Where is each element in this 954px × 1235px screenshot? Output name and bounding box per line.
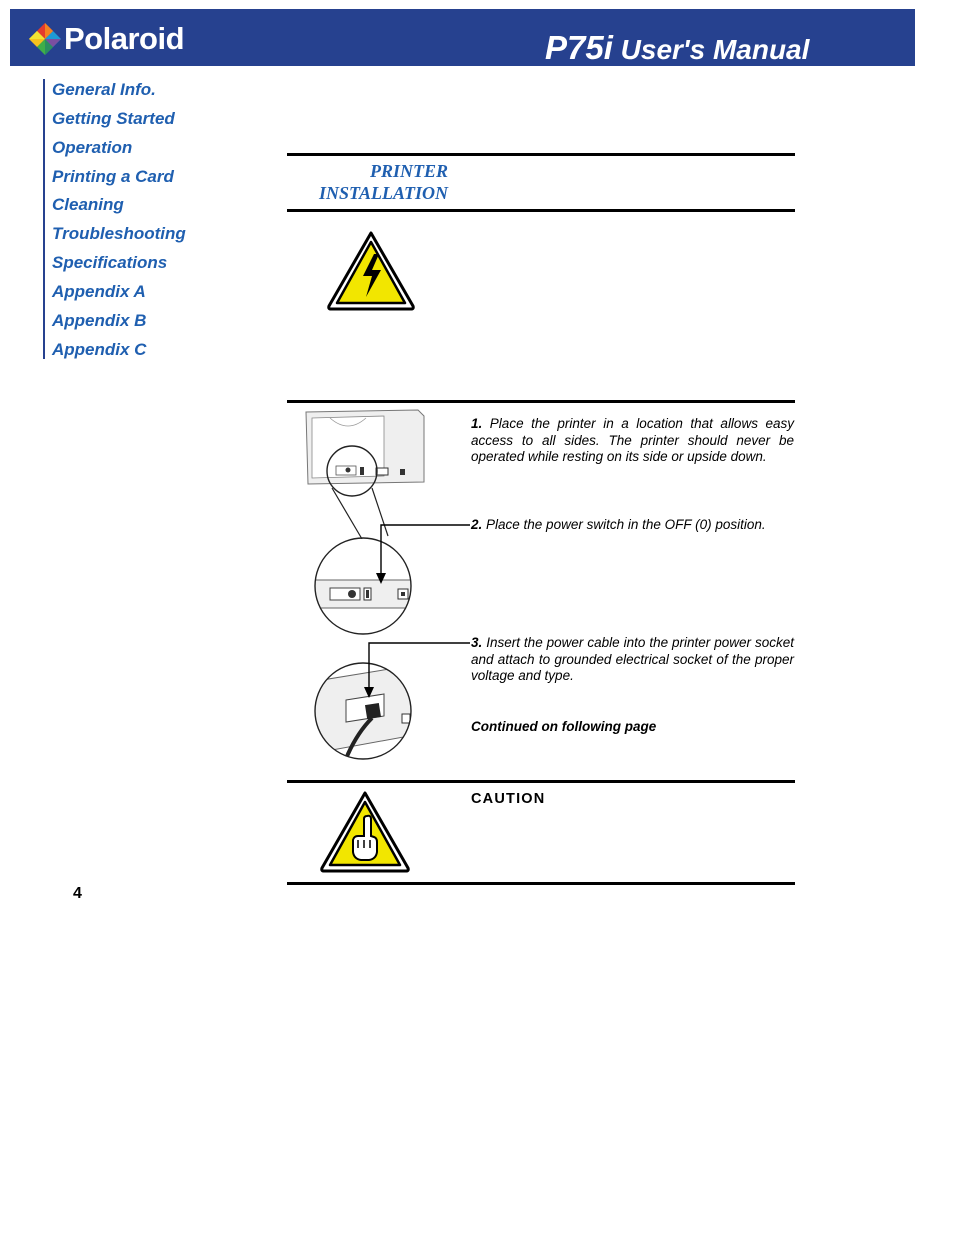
side-nav <box>43 79 245 359</box>
header-bar <box>10 9 915 66</box>
nav-appendix-a[interactable]: Appendix A <box>52 282 146 301</box>
nav-getting-started[interactable]: Getting Started <box>52 109 175 128</box>
caution-heading: CAUTION <box>471 791 546 807</box>
caution-hand-icon <box>319 790 411 874</box>
callout-arrows <box>360 515 475 705</box>
continued-note: Continued on following page <box>471 719 657 734</box>
nav-general-info[interactable]: General Info. <box>52 80 156 99</box>
electrical-hazard-icon <box>326 230 416 312</box>
polaroid-logo <box>28 17 218 61</box>
step-1 <box>471 416 794 466</box>
step-1-text: Place the printer in a location that allows easy access to all sides. The printer should never be operated while resting on its side or upside down. <box>471 416 794 464</box>
step-2-number: 2. <box>471 517 483 532</box>
step-1-number: 1. <box>471 416 483 431</box>
step-2 <box>471 517 794 534</box>
rule-under-title <box>287 209 795 212</box>
section-title <box>319 160 448 204</box>
brand-name: Polaroid <box>64 21 185 56</box>
title-model: P75i <box>545 29 613 66</box>
section-title-line1: PRINTER <box>369 161 448 181</box>
nav-printing-a-card[interactable]: Printing a Card <box>52 167 174 186</box>
section-title-line2: INSTALLATION <box>318 183 448 203</box>
rule-top <box>287 153 795 156</box>
step-2-text: Place the power switch in the OFF (0) position. <box>482 517 766 532</box>
step-3 <box>471 635 794 685</box>
step-3-text: Insert the power cable into the printer power socket and attach to grounded electrical socket of the proper voltage and type. <box>471 635 794 683</box>
nav-troubleshooting[interactable]: Troubleshooting <box>52 224 186 243</box>
page-title <box>545 29 809 67</box>
nav-specifications[interactable]: Specifications <box>52 253 168 272</box>
step-3-number: 3. <box>471 635 483 650</box>
nav-appendix-b[interactable]: Appendix B <box>52 311 147 330</box>
title-rest: User's Manual <box>612 34 810 65</box>
polaroid-logo-icon <box>28 22 62 56</box>
nav-cleaning[interactable]: Cleaning <box>52 195 124 214</box>
nav-appendix-c[interactable]: Appendix C <box>52 340 147 359</box>
rule-steps-top <box>287 400 795 403</box>
rule-bottom <box>287 882 795 885</box>
rule-caution-top <box>287 780 795 783</box>
page-number: 4 <box>73 885 82 902</box>
nav-operation[interactable]: Operation <box>52 138 133 157</box>
